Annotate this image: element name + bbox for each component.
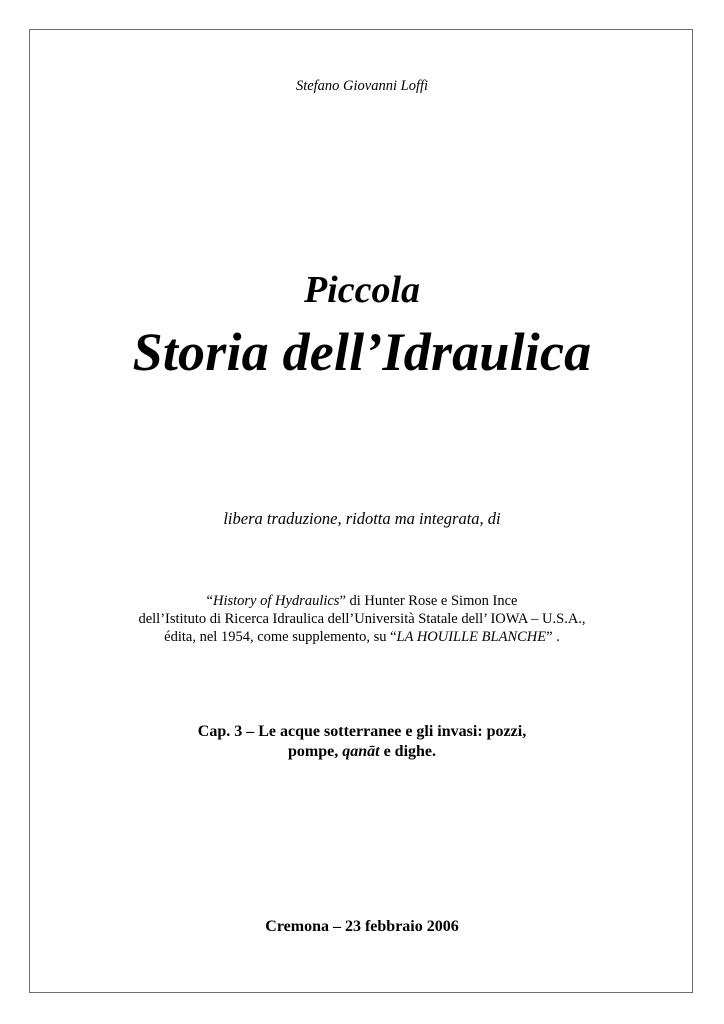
chapter-line-1: Cap. 3 – Le acque sotterranee e gli invasi: pozzi, [197,723,527,740]
source-line-1 [0,593,724,610]
source-journal: LA HOUILLE BLANCHE [396,629,547,645]
source-line-2: dell’Istituto di Ricerca Idraulica dell’Università Statale dell’ IOWA – U.S.A., [138,611,586,627]
source-close: ” . [546,629,560,645]
source-edition: édita, nel 1954, come supplemento, su “ [164,629,397,645]
subtitle: libera traduzione, ridotta ma integrata, di [223,509,501,528]
title-line-2: Storia dell’Idraulica [132,322,592,382]
source-work-title: History of Hydraulics [212,593,340,609]
open-quote: “ [206,593,213,609]
source-line-3 [0,629,724,646]
chapter-line-2-end: e dighe. [379,743,437,760]
title-line-1: Piccola [303,269,421,311]
chapter-term: qanāt [342,743,380,760]
source-authors: ” di Hunter Rose e Simon Ince [339,593,518,609]
place-date: Cremona – 23 febbraio 2006 [265,918,459,935]
author-name: Stefano Giovanni Loffi [295,78,429,94]
chapter-line-2 [0,743,724,761]
chapter-line-2-start: pompe, [287,743,343,760]
